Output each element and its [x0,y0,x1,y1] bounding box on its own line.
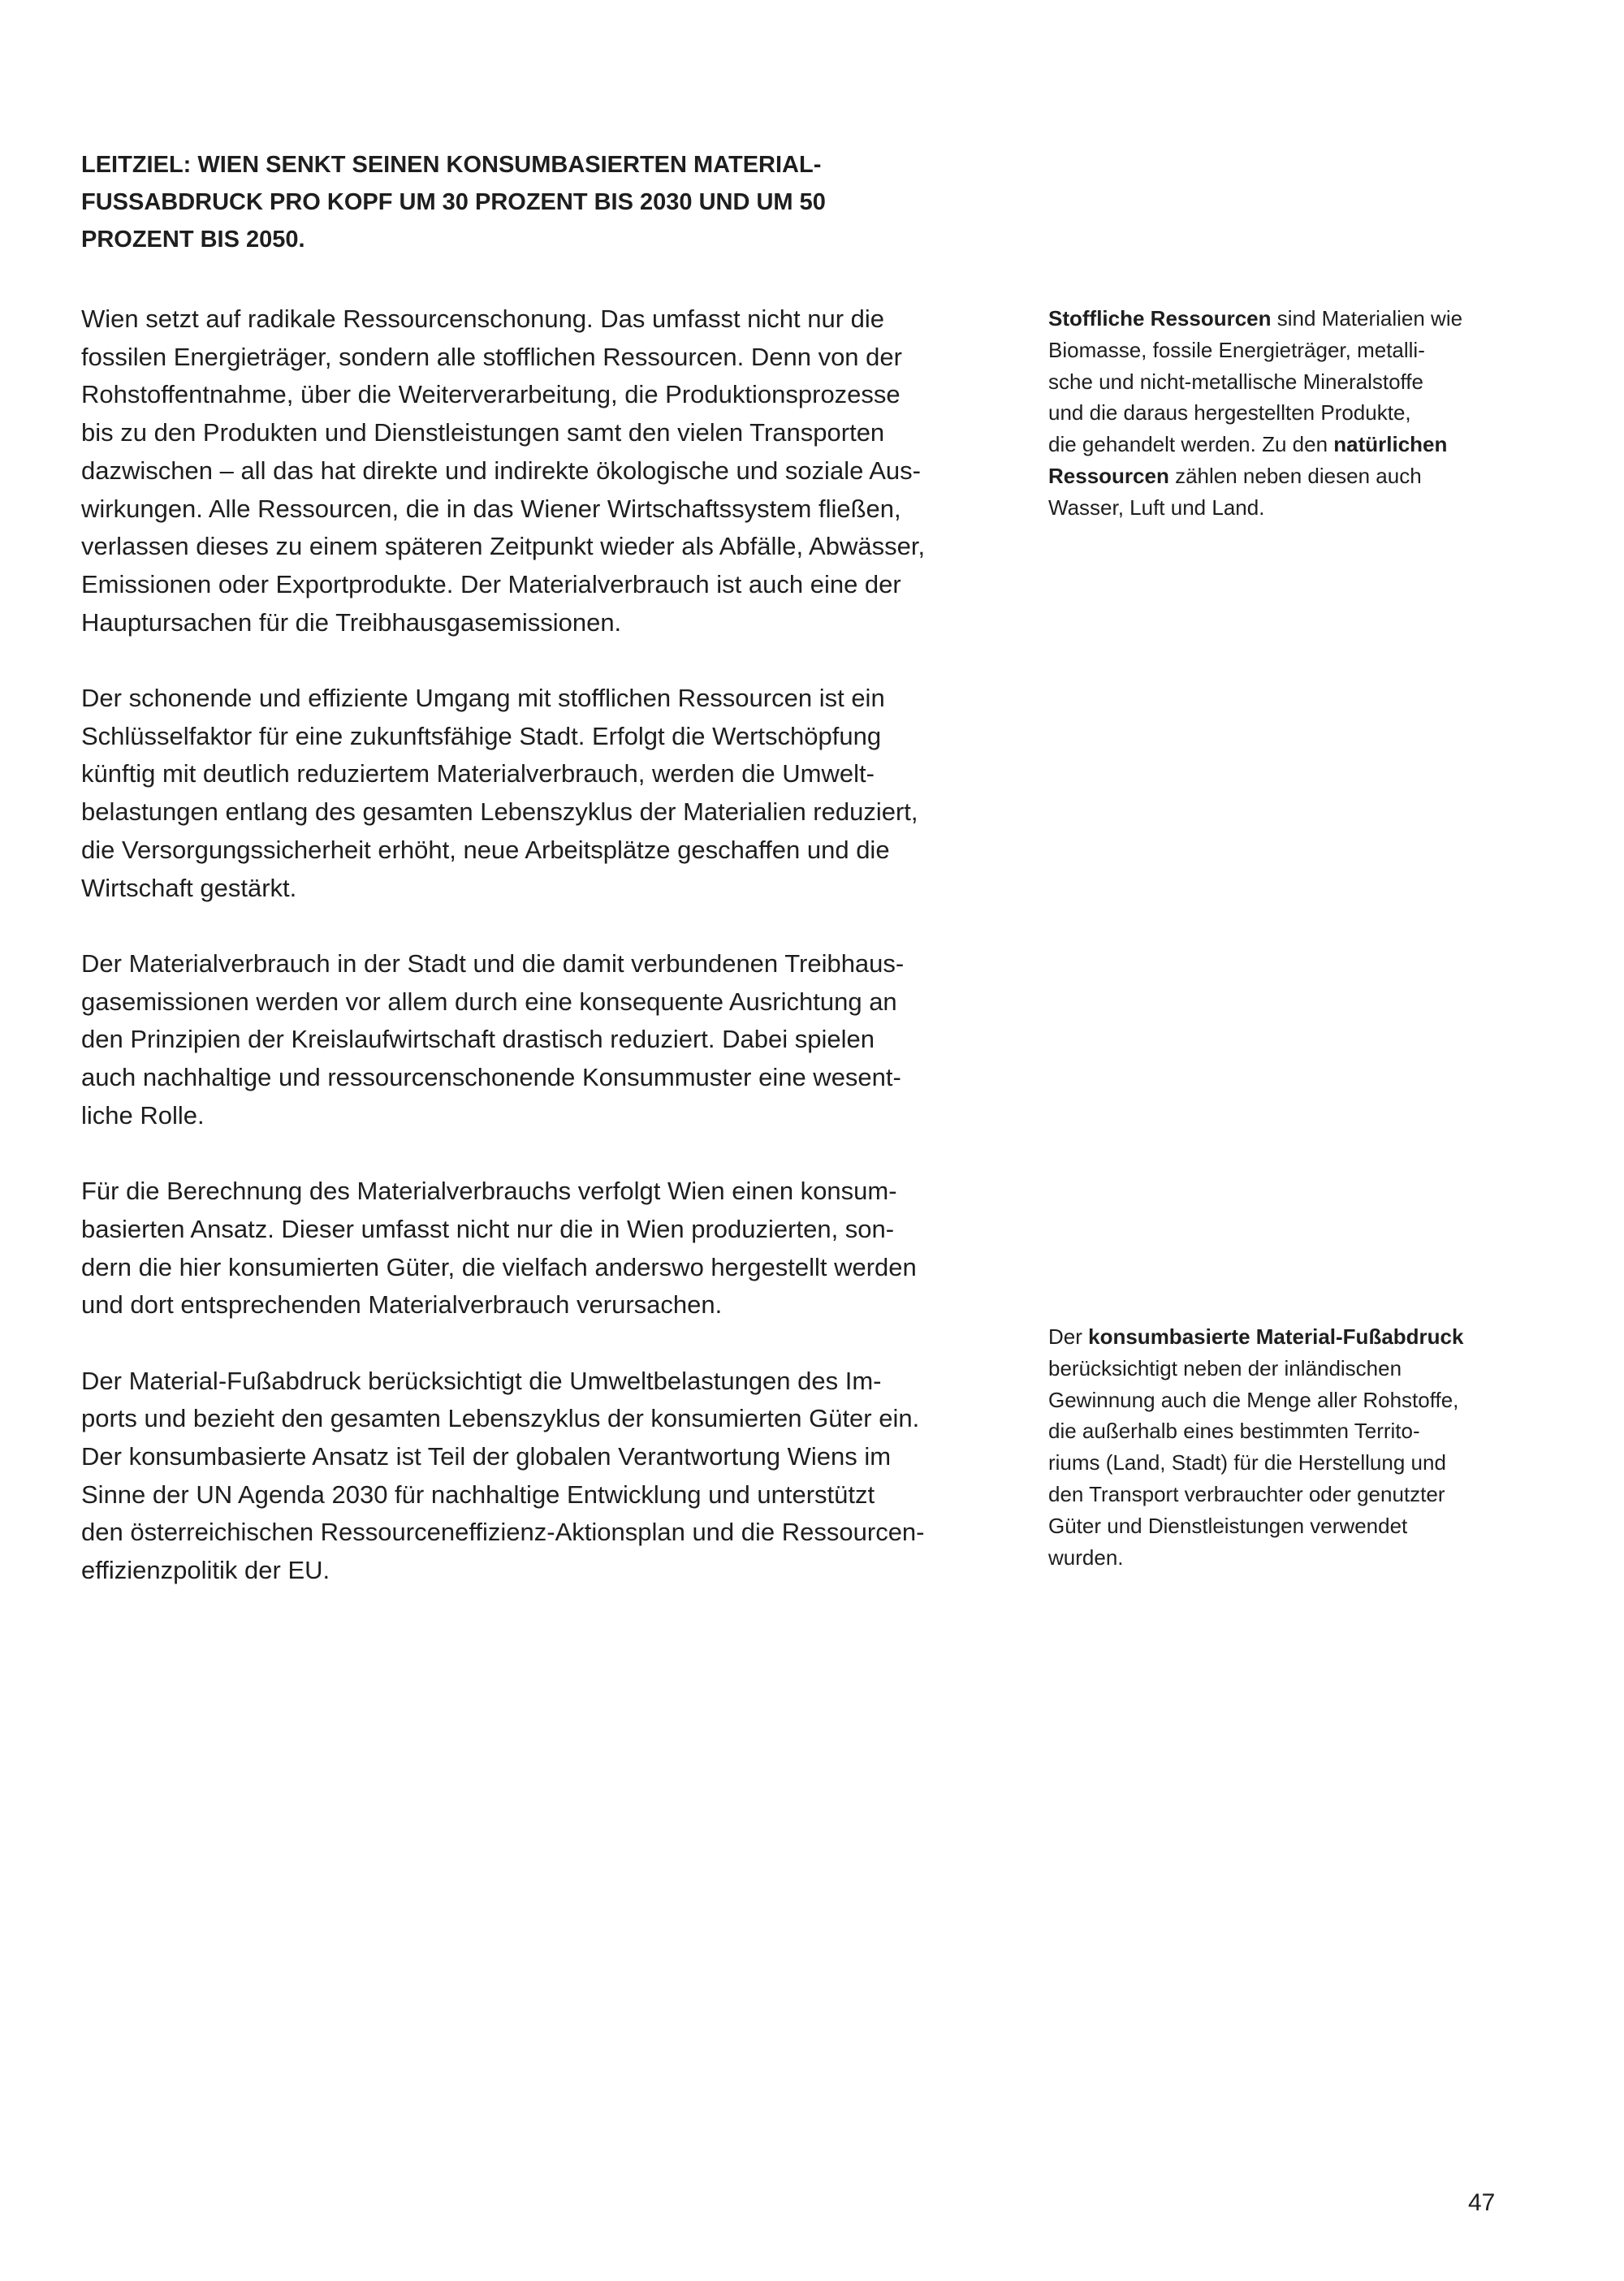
text: sind Materialien wie [1271,306,1463,330]
text-line: verlassen dieses zu einem späteren Zeitpunkt wieder als Abfälle, Abwässer, [81,532,926,561]
text: die gehandelt werden. Zu den [1048,432,1334,457]
text: zählen neben diesen auch [1168,463,1422,488]
heading-line: PROZENT BIS 2050. [81,227,305,253]
text-line: den Transport verbrauchter oder genutzter [1048,1481,1445,1506]
text-line: Schlüsselfaktor für eine zukunftsfähige Stadt. Erfolgt die Wertschöpfung [81,721,882,750]
text-line: Sinne der UN Agenda 2030 für nachhaltige Entwicklung und unterstützt [81,1480,875,1509]
paragraph [81,1173,1056,1324]
text-line: liche Rolle. [81,1100,205,1130]
bold-term: Ressourcen [1048,463,1169,488]
main-body-text [81,300,1056,1628]
text-line: gasemissionen werden vor allem durch eine konsequente Ausrichtung an [81,987,897,1016]
text-line: den österreichischen Ressourceneffizienz-Aktionsplan und die Ressourcen- [81,1518,925,1547]
text-line: Wasser, Luft und Land. [1048,495,1265,520]
text-line: Der Material-Fußabdruck berücksichtigt die Umweltbelastungen des Im- [81,1366,882,1395]
section-heading [81,146,1056,258]
text-line: dern die hier konsumierten Güter, die vielfach anderswo hergestellt werden [81,1252,917,1281]
text-line: Gewinnung auch die Menge aller Rohstoffe, [1048,1387,1459,1412]
text-line: effizienzpolitik der EU. [81,1556,330,1585]
text-line: bis zu den Produkten und Dienstleistungen samt den vielen Transporten [81,418,885,447]
text-line: ports und bezieht den gesamten Lebenszyklus der konsumierten Güter ein. [81,1404,920,1433]
text-line: dazwischen – all das hat direkte und indirekte ökologische und soziale Aus- [81,456,921,485]
text-line: Rohstoffentnahme, über die Weiterverarbeitung, die Produktionsprozesse [81,380,901,409]
text-line: berücksichtigt neben der inländischen [1048,1355,1402,1380]
text-line: die außerhalb eines bestimmten Territo- [1048,1419,1420,1444]
text-line: Der Materialverbrauch in der Stadt und die damit verbundenen Treibhaus- [81,948,905,978]
text-line: Güter und Dienstleistungen verwendet [1048,1513,1408,1538]
text-line: fossilen Energieträger, sondern alle stofflichen Ressourcen. Denn von der [81,342,902,371]
text-line: die Versorgungssicherheit erhöht, neue Arbeitsplätze geschaffen und die [81,835,890,864]
text-line: Wirtschaft gestärkt. [81,873,297,902]
bold-term: konsumbasierte Material-Fußabdruck [1088,1324,1464,1349]
text-line: Der konsumbasierte Ansatz ist Teil der globalen Verantwortung Wiens im [81,1442,892,1471]
text: Der [1048,1324,1089,1349]
bold-term: Stoffliche Ressourcen [1048,306,1272,330]
heading-line: FUSSABDRUCK PRO KOPF UM 30 PROZENT BIS 2030 UND UM 50 [81,189,826,215]
paragraph [81,945,1056,1135]
text-line: den Prinzipien der Kreislaufwirtschaft drastisch reduziert. Dabei spielen [81,1025,875,1054]
text-line: wirkungen. Alle Ressourcen, die in das Wiener Wirtschaftssystem fließen, [81,494,901,523]
text-line: Emissionen oder Exportprodukte. Der Materialverbrauch ist auch eine der [81,569,901,598]
heading-line: LEITZIEL: WIEN SENKT SEINEN KONSUMBASIERTEN MATERIAL- [81,152,822,178]
text-line: und dort entsprechenden Materialverbrauch verursachen. [81,1290,723,1320]
sidenote-stoffliche-ressourcen [1048,303,1535,524]
text-line: auch nachhaltige und ressourcenschonende Konsummuster eine wesent- [81,1063,901,1092]
text-line: wurden. [1048,1544,1124,1570]
text-line: basierten Ansatz. Dieser umfasst nicht nur die in Wien produzierten, son- [81,1214,895,1243]
bold-term: natürlichen [1333,432,1448,457]
text-line: riums (Land, Stadt) für die Herstellung und [1048,1450,1446,1475]
text-line: Hauptursachen für die Treibhausgasemissionen. [81,607,622,637]
text-line: Wien setzt auf radikale Ressourcenschonung. Das umfasst nicht nur die [81,305,885,333]
text-line: und die daraus hergestellten Produkte, [1048,400,1411,426]
page-number: 47 [1468,2189,1496,2216]
paragraph [81,1363,1056,1590]
text-line: Biomasse, fossile Energieträger, metalli- [1048,337,1425,362]
paragraph [81,680,1056,907]
text-line: Für die Berechnung des Materialverbrauchs verfolgt Wien einen konsum- [81,1177,897,1206]
text-line: belastungen entlang des gesamten Lebenszyklus der Materialien reduziert, [81,797,918,827]
text-line: Der schonende und effiziente Umgang mit stofflichen Ressourcen ist ein [81,684,885,713]
text-line: sche und nicht-metallische Mineralstoffe [1048,369,1423,394]
sidenote-material-fussabdruck [1048,1321,1535,1573]
text-line: künftig mit deutlich reduziertem Materialverbrauch, werden die Umwelt- [81,759,875,788]
paragraph [81,300,1056,642]
